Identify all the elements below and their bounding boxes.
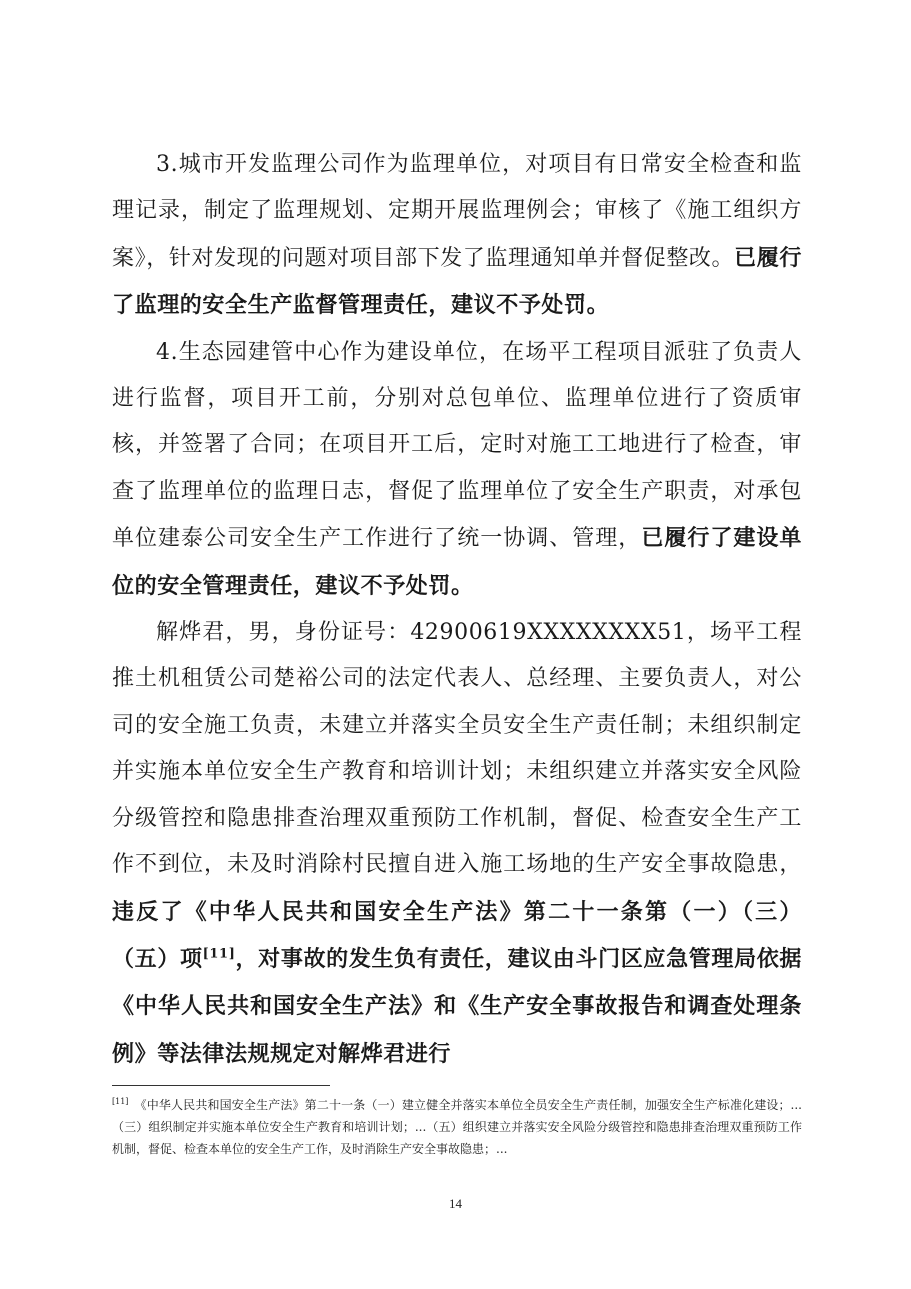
paragraph-text: 4.生态园建管中心作为建设单位，在场平工程项目派驻了负责人进行监督，项目开工前，分别对总包单位、监理单位进行了资质审核，并签署了合同；在项目开工后，定时对施工工地进行了检查，审查了监理单位的监理日志，督促了监理单位了安全生产职责，对承包单位建泰公司安全生产工作进行了统一协调、管理， xyxy=(112,339,802,552)
paragraph-text: 3.城市开发监理公司作为监理单位，对项目有日常安全检查和监理记录，制定了监理规划、定期开展监理例会；审核了《施工组织方案》，针对发现的问题对项目部下发了监理通知单并督促整改。 xyxy=(112,152,802,271)
paragraph-text: 解烨君，男，身份证号：42900619XXXXXXXX51，场平工程推土机租赁公司楚裕公司的法定代表人、总经理、主要负责人，对公司的安全施工负责，未建立并落实全员安全生产责任制；未组织制定并实施本单位安全生产教育和培训计划；未组织建立并落实安全风险分级管控和隐患排查治理双重预防工作机制，督促、检查安全生产工作不到位，未及时消除村民擅自进入施工场地的生产安全事故隐患， xyxy=(112,620,802,878)
paragraph-conclusion: 已履行了建设单位的安全管理责任，建议不予处罚。 xyxy=(112,525,802,599)
footnote xyxy=(112,1094,802,1160)
footnote-marker: [11] xyxy=(112,1097,129,1106)
footnote-text: 《中华人民共和国安全生产法》第二十一条（一）建立健全并落实本单位全员安全生产责任制，加强安全生产标准化建设；...（三）组织制定并实施本单位安全生产教育和培训计划；...（五）组织建立并落实安全风险分级管控和隐患排查治理双重预防工作机制，督促、检查本单位的安全生产工作，及时消除生产安全事故隐患；... xyxy=(112,1098,802,1156)
footnote-reference[interactable]: [11] xyxy=(202,946,236,962)
paragraph-responsible-person xyxy=(112,610,802,1078)
paragraph-recommendation: ，对事故的发生负有责任，建议由斗门区应急管理局依据《中华人民共和国安全生产法》和《生产安全事故报告和调查处理条例》等法律法规规定对解烨君进行 xyxy=(112,945,802,1067)
paragraph-conclusion: 已履行了监理的安全生产监督管理责任，建议不予处罚。 xyxy=(112,244,802,319)
footnote-divider xyxy=(112,1085,330,1086)
body-text xyxy=(112,142,802,1078)
page-number: 14 xyxy=(449,1196,462,1211)
paragraph-supervision-unit xyxy=(112,142,802,330)
paragraph-construction-unit xyxy=(112,330,802,610)
paragraph-violation: 违反了《中华人民共和国安全生产法》第二十一条第（一）（三）（五）项 xyxy=(112,898,802,972)
